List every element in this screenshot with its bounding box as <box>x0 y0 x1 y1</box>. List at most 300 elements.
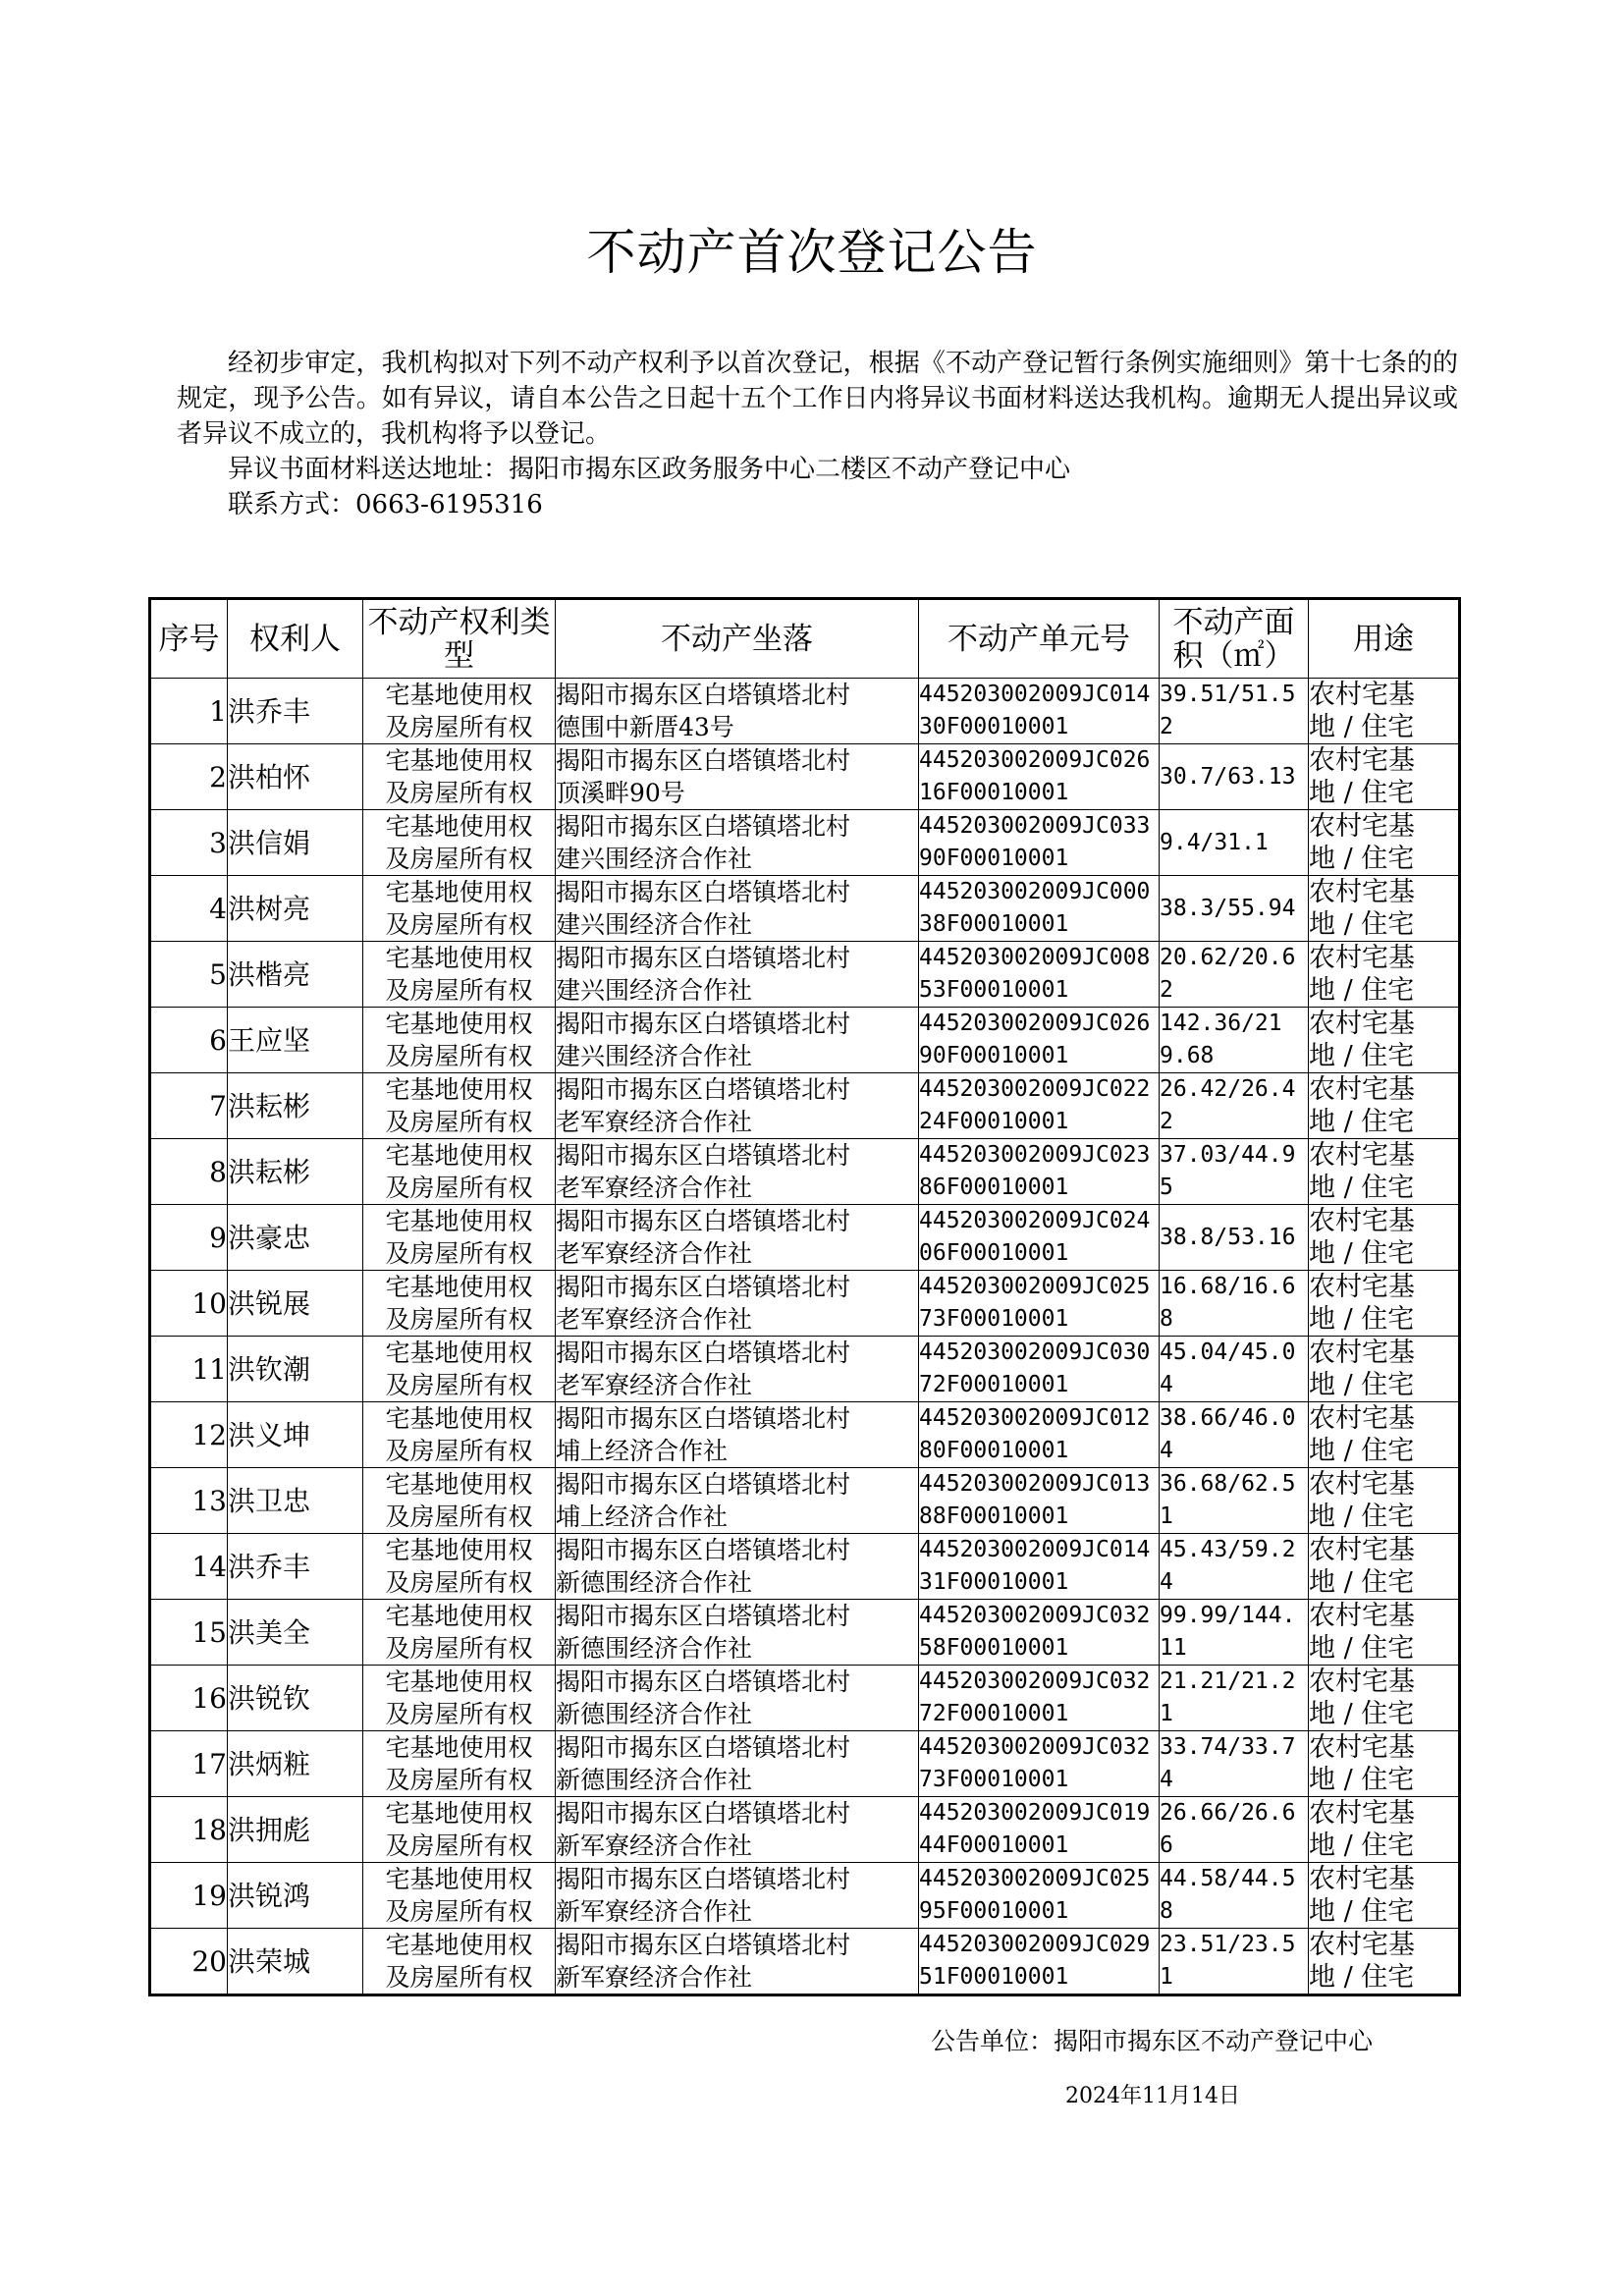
cell-location <box>556 876 919 942</box>
cell-owner <box>228 1008 363 1073</box>
cell-area-text: 38.8/53.16 <box>1160 1224 1296 1250</box>
cell-owner <box>228 1666 363 1731</box>
cell-type <box>363 942 556 1008</box>
table-row <box>150 1600 1460 1666</box>
table-row <box>150 1797 1460 1863</box>
cell-area-text: 30.7/63.13 <box>1160 763 1296 790</box>
cell-location-text: 揭阳市揭东区白塔镇塔北村 <box>556 1733 851 1762</box>
cell-use-text: 地 / 住宅 <box>1309 1567 1415 1598</box>
cell-use-text: 农村宅基 <box>1309 1206 1415 1236</box>
cell-owner <box>228 1139 363 1205</box>
cell-type-text: 及房屋所有权 <box>385 1305 533 1334</box>
cell-area-text: 39.51/51.52 <box>1160 682 1296 739</box>
cell-use-text: 地 / 住宅 <box>1309 1896 1415 1927</box>
cell-area <box>1160 1337 1309 1402</box>
cell-type-text: 及房屋所有权 <box>385 1503 533 1531</box>
cell-type <box>363 1731 556 1797</box>
cell-owner <box>228 1271 363 1337</box>
cell-area-text: 20.62/20.62 <box>1160 945 1296 1003</box>
cell-use-text: 地 / 住宅 <box>1309 1633 1415 1664</box>
cell-type-text: 宅基地使用权 <box>385 1799 533 1828</box>
announcement-date: 2024年11月14日 <box>1065 2084 1240 2108</box>
cell-owner <box>228 876 363 942</box>
cell-seq-text: 18 <box>191 1813 227 1846</box>
cell-area <box>1160 1073 1309 1139</box>
cell-type-text: 及房屋所有权 <box>385 1239 533 1268</box>
cell-type-text: 及房屋所有权 <box>385 1174 533 1202</box>
cell-area-text: 142.36/219.68 <box>1160 1011 1282 1068</box>
cell-unit-text: 445203002009JC03272F00010001 <box>919 1668 1151 1726</box>
cell-use-text: 农村宅基 <box>1309 1338 1415 1368</box>
cell-use <box>1309 1402 1460 1468</box>
cell-owner-text: 洪信娟 <box>228 826 311 859</box>
cell-type <box>363 1600 556 1666</box>
cell-location-text: 揭阳市揭东区白塔镇塔北村 <box>556 1339 851 1367</box>
page-title: 不动产首次登记公告 <box>586 224 1038 281</box>
cell-use-text: 地 / 住宅 <box>1309 975 1415 1006</box>
cell-seq <box>150 1073 228 1139</box>
cell-use <box>1309 1205 1460 1271</box>
cell-use-text: 农村宅基 <box>1309 1798 1415 1829</box>
cell-unit <box>919 1666 1160 1731</box>
header-unit: 不动产单元号 <box>919 599 1160 679</box>
cell-use <box>1309 744 1460 810</box>
cell-use <box>1309 1600 1460 1666</box>
cell-use <box>1309 1468 1460 1534</box>
cell-unit-text: 445203002009JC01388F00010001 <box>919 1471 1151 1529</box>
cell-type-text: 及房屋所有权 <box>385 779 533 807</box>
cell-seq <box>150 1402 228 1468</box>
table-row <box>150 1468 1460 1534</box>
cell-seq-text: 11 <box>191 1352 227 1386</box>
cell-location-text: 揭阳市揭东区白塔镇塔北村 <box>556 812 851 841</box>
cell-owner-text: 洪豪忠 <box>228 1221 311 1254</box>
cell-unit-text: 445203002009JC02573F00010001 <box>919 1274 1151 1332</box>
cell-location-text: 老军寮经济合作社 <box>556 1108 753 1136</box>
cell-unit-text: 445203002009JC02406F00010001 <box>919 1208 1151 1266</box>
cell-type-text: 宅基地使用权 <box>385 812 533 841</box>
cell-use <box>1309 1271 1460 1337</box>
cell-owner <box>228 1073 363 1139</box>
cell-type <box>363 1402 556 1468</box>
cell-unit-text: 445203002009JC01944F00010001 <box>919 1800 1151 1858</box>
cell-location <box>556 1863 919 1929</box>
header-use: 用途 <box>1309 599 1460 679</box>
cell-owner <box>228 1337 363 1402</box>
cell-use-text: 农村宅基 <box>1309 811 1415 842</box>
cell-type-text: 及房屋所有权 <box>385 1897 533 1926</box>
table-row <box>150 810 1460 876</box>
cell-area-text: 9.4/31.1 <box>1160 829 1269 855</box>
cell-type-text: 宅基地使用权 <box>385 1931 533 1959</box>
cell-area-text: 99.99/144.11 <box>1160 1603 1296 1661</box>
cell-use-text: 地 / 住宅 <box>1309 1831 1415 1861</box>
cell-location-text: 建兴围经济合作社 <box>556 845 753 873</box>
cell-unit <box>919 1337 1160 1402</box>
cell-area-text: 26.66/26.66 <box>1160 1800 1296 1858</box>
cell-area-text: 38.66/46.04 <box>1160 1405 1296 1463</box>
cell-type-text: 宅基地使用权 <box>385 1536 533 1564</box>
cell-seq <box>150 1666 228 1731</box>
cell-unit-text: 445203002009JC03258F00010001 <box>919 1603 1151 1661</box>
cell-location <box>556 942 919 1008</box>
cell-location-text: 揭阳市揭东区白塔镇塔北村 <box>556 746 851 775</box>
cell-area-text: 33.74/33.74 <box>1160 1734 1296 1792</box>
cell-type-text: 宅基地使用权 <box>385 1075 533 1104</box>
cell-area <box>1160 1468 1309 1534</box>
table-header-row <box>150 599 1460 679</box>
cell-type <box>363 1666 556 1731</box>
cell-unit-text: 445203002009JC02616F00010001 <box>919 747 1151 805</box>
cell-area-text: 21.21/21.21 <box>1160 1668 1296 1726</box>
cell-unit <box>919 876 1160 942</box>
cell-use-text: 农村宅基 <box>1309 943 1415 973</box>
cell-location-text: 揭阳市揭东区白塔镇塔北村 <box>556 1404 851 1433</box>
table-row <box>150 1731 1460 1797</box>
cell-use <box>1309 942 1460 1008</box>
cell-area-text: 26.42/26.42 <box>1160 1076 1296 1134</box>
cell-use-text: 地 / 住宅 <box>1309 844 1415 874</box>
cell-location-text: 新德围经济合作社 <box>556 1634 753 1663</box>
cell-use-text: 地 / 住宅 <box>1309 1699 1415 1729</box>
cell-use-text: 地 / 住宅 <box>1309 909 1415 940</box>
cell-location <box>556 1205 919 1271</box>
cell-location-text: 揭阳市揭东区白塔镇塔北村 <box>556 1010 851 1038</box>
cell-use-text: 农村宅基 <box>1309 1930 1415 1960</box>
cell-type <box>363 1205 556 1271</box>
cell-use <box>1309 876 1460 942</box>
cell-area <box>1160 1666 1309 1731</box>
table-row <box>150 1402 1460 1468</box>
header-area: 不动产面积（㎡） <box>1160 599 1309 679</box>
cell-type <box>363 1863 556 1929</box>
cell-owner <box>228 1402 363 1468</box>
cell-seq <box>150 876 228 942</box>
cell-type-text: 宅基地使用权 <box>385 1207 533 1235</box>
cell-location-text: 老军寮经济合作社 <box>556 1305 753 1334</box>
cell-area <box>1160 1863 1309 1929</box>
cell-owner-text: 洪美全 <box>228 1615 311 1649</box>
cell-location <box>556 1402 919 1468</box>
header-type: 不动产权利类型 <box>363 599 556 679</box>
cell-use-text: 地 / 住宅 <box>1309 1173 1415 1203</box>
cell-location-text: 埔上经济合作社 <box>556 1437 729 1465</box>
cell-owner-text: 洪荣城 <box>228 1944 311 1978</box>
cell-location-text: 老军寮经济合作社 <box>556 1371 753 1399</box>
cell-owner <box>228 1731 363 1797</box>
cell-type-text: 及房屋所有权 <box>385 1042 533 1070</box>
cell-type <box>363 876 556 942</box>
cell-location-text: 新军寮经济合作社 <box>556 1897 753 1926</box>
cell-unit-text: 445203002009JC02595F00010001 <box>919 1866 1151 1924</box>
cell-location-text: 顶溪畔90号 <box>556 779 685 807</box>
cell-seq <box>150 1534 228 1600</box>
cell-location-text: 揭阳市揭东区白塔镇塔北村 <box>556 1865 851 1893</box>
cell-use-text: 地 / 住宅 <box>1309 1436 1415 1466</box>
cell-use-text: 农村宅基 <box>1309 1667 1415 1697</box>
cell-unit <box>919 1271 1160 1337</box>
cell-owner <box>228 1929 363 1995</box>
cell-type <box>363 1073 556 1139</box>
header-owner: 权利人 <box>228 599 363 679</box>
cell-seq <box>150 1468 228 1534</box>
announcing-unit: 公告单位：揭阳市揭东区不动产登记中心 <box>931 2027 1374 2055</box>
cell-area <box>1160 1205 1309 1271</box>
cell-location-text: 新军寮经济合作社 <box>556 1963 753 1992</box>
cell-use <box>1309 810 1460 876</box>
cell-use-text: 农村宅基 <box>1309 1864 1415 1894</box>
cell-type-text: 宅基地使用权 <box>385 746 533 775</box>
cell-location <box>556 1600 919 1666</box>
cell-seq-text: 8 <box>209 1155 227 1188</box>
cell-owner <box>228 1863 363 1929</box>
cell-location-text: 揭阳市揭东区白塔镇塔北村 <box>556 1536 851 1564</box>
cell-location <box>556 810 919 876</box>
cell-type-text: 及房屋所有权 <box>385 1963 533 1992</box>
cell-use-text: 地 / 住宅 <box>1309 712 1415 742</box>
cell-location-text: 揭阳市揭东区白塔镇塔北村 <box>556 681 851 709</box>
cell-seq <box>150 679 228 744</box>
cell-use-text: 农村宅基 <box>1309 1272 1415 1302</box>
table-row <box>150 1073 1460 1139</box>
cell-seq <box>150 1205 228 1271</box>
cell-area-text: 45.04/45.04 <box>1160 1339 1296 1397</box>
cell-location-text: 新德围经济合作社 <box>556 1568 753 1597</box>
cell-type <box>363 1534 556 1600</box>
cell-type-text: 宅基地使用权 <box>385 1602 533 1630</box>
table-row <box>150 679 1460 744</box>
cell-use <box>1309 1139 1460 1205</box>
cell-owner <box>228 1534 363 1600</box>
cell-use-text: 农村宅基 <box>1309 1074 1415 1105</box>
cell-area-text: 38.3/55.94 <box>1160 895 1296 921</box>
cell-type-text: 及房屋所有权 <box>385 976 533 1005</box>
cell-use <box>1309 1534 1460 1600</box>
cell-owner-text: 洪乔丰 <box>228 694 311 728</box>
cell-seq-text: 17 <box>191 1747 227 1780</box>
cell-area <box>1160 1139 1309 1205</box>
cell-area <box>1160 942 1309 1008</box>
cell-type-text: 宅基地使用权 <box>385 1339 533 1367</box>
table-row <box>150 942 1460 1008</box>
cell-area <box>1160 876 1309 942</box>
cell-unit-text: 445203002009JC00038F00010001 <box>919 879 1151 937</box>
header-seq: 序号 <box>150 599 228 679</box>
cell-seq-text: 2 <box>209 760 227 793</box>
cell-type-text: 及房屋所有权 <box>385 1700 533 1728</box>
cell-use-text: 农村宅基 <box>1309 680 1415 710</box>
cell-type <box>363 1337 556 1402</box>
cell-location-text: 建兴围经济合作社 <box>556 910 753 939</box>
cell-unit <box>919 679 1160 744</box>
cell-owner <box>228 810 363 876</box>
cell-location <box>556 744 919 810</box>
cell-type-text: 宅基地使用权 <box>385 1404 533 1433</box>
cell-area <box>1160 1534 1309 1600</box>
cell-seq <box>150 1600 228 1666</box>
cell-owner-text: 洪锐展 <box>228 1286 311 1320</box>
cell-location <box>556 1468 919 1534</box>
cell-location <box>556 1731 919 1797</box>
table-row <box>150 1271 1460 1337</box>
cell-location-text: 建兴围经济合作社 <box>556 1042 753 1070</box>
cell-location <box>556 1534 919 1600</box>
cell-location-text: 建兴围经济合作社 <box>556 976 753 1005</box>
cell-type-text: 宅基地使用权 <box>385 1273 533 1301</box>
cell-area <box>1160 1797 1309 1863</box>
cell-use-text: 农村宅基 <box>1309 877 1415 907</box>
cell-unit-text: 445203002009JC02690F00010001 <box>919 1011 1151 1068</box>
cell-area <box>1160 1271 1309 1337</box>
cell-owner-text: 洪乔丰 <box>228 1550 311 1583</box>
cell-location-text: 新军寮经济合作社 <box>556 1831 753 1860</box>
cell-type <box>363 1008 556 1073</box>
cell-use <box>1309 1666 1460 1731</box>
cell-owner-text: 王应坚 <box>228 1023 311 1057</box>
cell-use-text: 农村宅基 <box>1309 1601 1415 1631</box>
cell-unit-text: 445203002009JC03273F00010001 <box>919 1734 1151 1792</box>
cell-use-text: 地 / 住宅 <box>1309 1370 1415 1400</box>
cell-type-text: 宅基地使用权 <box>385 1865 533 1893</box>
cell-location <box>556 1929 919 1995</box>
cell-seq-text: 10 <box>191 1286 227 1320</box>
cell-type-text: 宅基地使用权 <box>385 1010 533 1038</box>
cell-unit <box>919 1139 1160 1205</box>
cell-area-text: 44.58/44.58 <box>1160 1866 1296 1924</box>
cell-unit <box>919 1534 1160 1600</box>
cell-use <box>1309 679 1460 744</box>
cell-type-text: 及房屋所有权 <box>385 910 533 939</box>
cell-type <box>363 744 556 810</box>
cell-type-text: 及房屋所有权 <box>385 1634 533 1663</box>
cell-unit <box>919 1008 1160 1073</box>
cell-unit <box>919 744 1160 810</box>
cell-location-text: 揭阳市揭东区白塔镇塔北村 <box>556 1799 851 1828</box>
cell-owner-text: 洪柏怀 <box>228 760 311 793</box>
cell-type-text: 宅基地使用权 <box>385 878 533 906</box>
cell-use-text: 农村宅基 <box>1309 1732 1415 1763</box>
cell-unit <box>919 1402 1160 1468</box>
table-row <box>150 876 1460 942</box>
cell-type-text: 及房屋所有权 <box>385 1831 533 1860</box>
cell-area-text: 16.68/16.68 <box>1160 1274 1296 1332</box>
cell-type-text: 宅基地使用权 <box>385 1733 533 1762</box>
cell-area-text: 23.51/23.51 <box>1160 1932 1296 1990</box>
cell-seq-text: 4 <box>209 892 227 925</box>
cell-use <box>1309 1008 1460 1073</box>
cell-type-text: 宅基地使用权 <box>385 681 533 709</box>
cell-location <box>556 1666 919 1731</box>
cell-unit <box>919 942 1160 1008</box>
cell-seq <box>150 1863 228 1929</box>
cell-unit <box>919 1797 1160 1863</box>
contact-info: 联系方式：0663-6195316 <box>228 490 543 519</box>
cell-unit-text: 445203002009JC02224F00010001 <box>919 1076 1151 1134</box>
cell-use-text: 地 / 住宅 <box>1309 1304 1415 1335</box>
cell-location-text: 新德围经济合作社 <box>556 1700 753 1728</box>
cell-use <box>1309 1731 1460 1797</box>
table-row <box>150 1534 1460 1600</box>
cell-location-text: 揭阳市揭东区白塔镇塔北村 <box>556 1470 851 1499</box>
cell-location-text: 揭阳市揭东区白塔镇塔北村 <box>556 1207 851 1235</box>
cell-unit <box>919 1073 1160 1139</box>
cell-area-text: 36.68/62.51 <box>1160 1471 1296 1529</box>
cell-unit-text: 445203002009JC02386F00010001 <box>919 1142 1151 1200</box>
registration-table <box>148 597 1461 1996</box>
cell-area <box>1160 1402 1309 1468</box>
cell-location-text: 揭阳市揭东区白塔镇塔北村 <box>556 1931 851 1959</box>
cell-owner-text: 洪钦潮 <box>228 1352 311 1386</box>
cell-location <box>556 1139 919 1205</box>
cell-unit-text: 445203002009JC03072F00010001 <box>919 1339 1151 1397</box>
cell-use-text: 地 / 住宅 <box>1309 1962 1415 1993</box>
cell-area <box>1160 1008 1309 1073</box>
cell-use-text: 农村宅基 <box>1309 1403 1415 1434</box>
notice-paragraph: 经初步审定，我机构拟对下列不动产权利予以首次登记，根据《不动产登记暂行条例实施细则》第十七条的的规定，现予公告。如有异议，请自本公告之日起十五个工作日内将异议书面材料送达我机构。逾期无人提出异议或者异议不成立的，我机构将予以登记。 <box>177 349 1458 449</box>
cell-seq-text: 7 <box>209 1089 227 1122</box>
cell-owner <box>228 1468 363 1534</box>
cell-seq-text: 16 <box>191 1681 227 1715</box>
cell-seq <box>150 1271 228 1337</box>
cell-unit-text: 445203002009JC00853F00010001 <box>919 945 1151 1003</box>
cell-area-text: 37.03/44.95 <box>1160 1142 1296 1200</box>
cell-location-text: 老军寮经济合作社 <box>556 1174 753 1202</box>
cell-location <box>556 1271 919 1337</box>
cell-type <box>363 679 556 744</box>
cell-seq-text: 3 <box>209 826 227 859</box>
objection-address: 异议书面材料送达地址：揭阳市揭东区政务服务中心二楼区不动产登记中心 <box>228 455 1071 484</box>
table-row <box>150 1008 1460 1073</box>
cell-use <box>1309 1073 1460 1139</box>
cell-type-text: 及房屋所有权 <box>385 713 533 741</box>
cell-area-text: 45.43/59.24 <box>1160 1537 1296 1595</box>
cell-type-text: 宅基地使用权 <box>385 1141 533 1170</box>
cell-owner <box>228 1797 363 1863</box>
cell-unit <box>919 810 1160 876</box>
cell-seq-text: 14 <box>191 1550 227 1583</box>
cell-unit-text: 445203002009JC02951F00010001 <box>919 1932 1151 1990</box>
cell-owner-text: 洪卫忠 <box>228 1484 311 1517</box>
cell-owner <box>228 679 363 744</box>
cell-seq <box>150 810 228 876</box>
cell-unit-text: 445203002009JC01430F00010001 <box>919 682 1151 739</box>
cell-seq-text: 15 <box>191 1615 227 1649</box>
cell-use <box>1309 1337 1460 1402</box>
cell-area <box>1160 744 1309 810</box>
cell-use-text: 农村宅基 <box>1309 745 1415 776</box>
cell-area <box>1160 679 1309 744</box>
table-row <box>150 1666 1460 1731</box>
cell-seq <box>150 1139 228 1205</box>
cell-area <box>1160 810 1309 876</box>
cell-location-text: 揭阳市揭东区白塔镇塔北村 <box>556 1075 851 1104</box>
cell-unit <box>919 1863 1160 1929</box>
cell-unit-text: 445203002009JC03390F00010001 <box>919 813 1151 871</box>
cell-seq <box>150 1731 228 1797</box>
cell-unit <box>919 1731 1160 1797</box>
cell-type-text: 宅基地使用权 <box>385 1667 533 1696</box>
table-row <box>150 1205 1460 1271</box>
cell-location-text: 揭阳市揭东区白塔镇塔北村 <box>556 1141 851 1170</box>
cell-owner <box>228 1205 363 1271</box>
cell-type <box>363 810 556 876</box>
cell-unit <box>919 1600 1160 1666</box>
table-row <box>150 1929 1460 1995</box>
cell-owner-text: 洪树亮 <box>228 892 311 925</box>
cell-location <box>556 1797 919 1863</box>
cell-unit <box>919 1205 1160 1271</box>
notice-intro <box>177 346 1458 522</box>
